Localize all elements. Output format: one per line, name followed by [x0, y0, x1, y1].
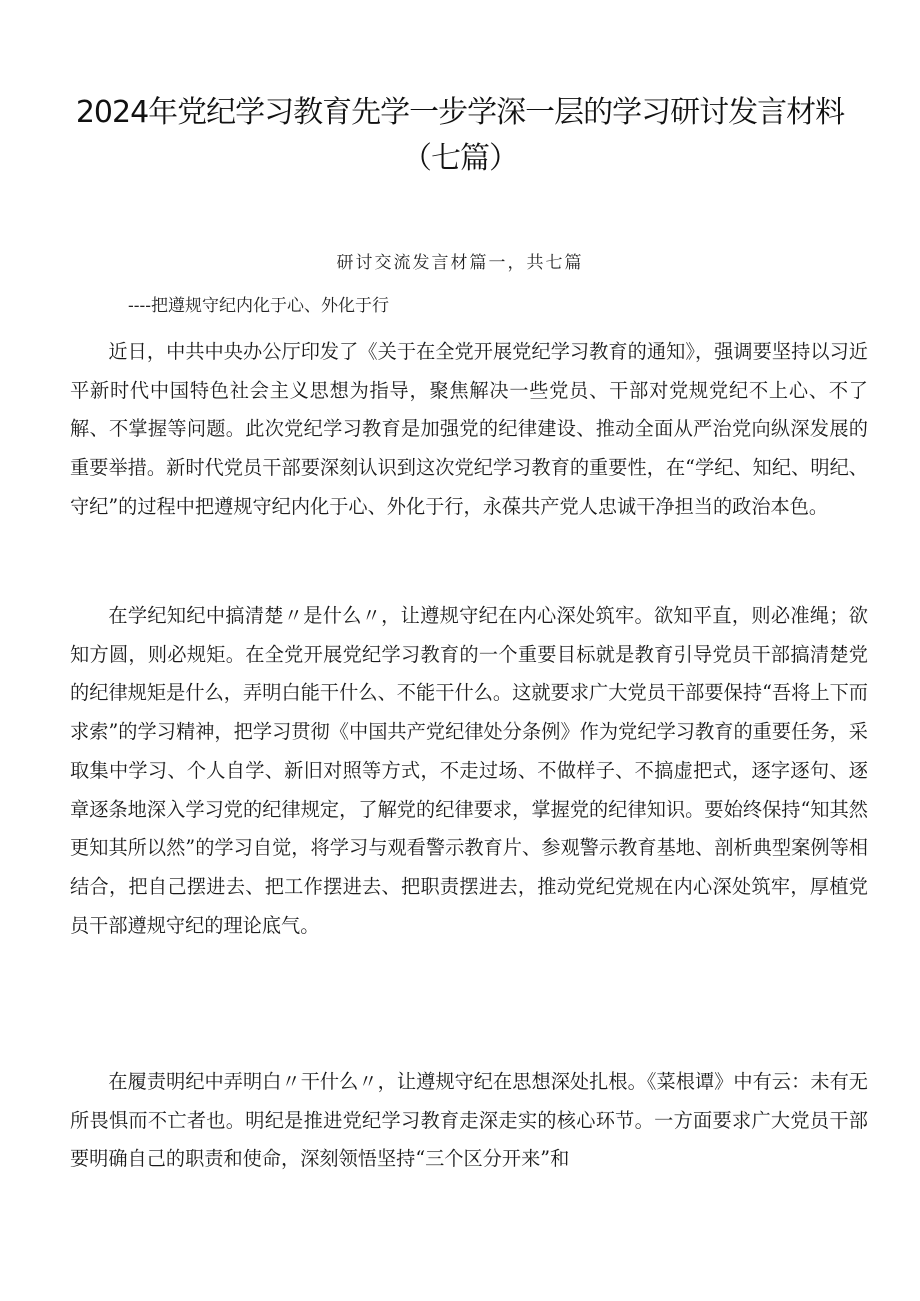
document-title — [60, 90, 860, 182]
body-paragraph-2 — [70, 597, 868, 945]
section-subhead: ----把遵规守纪内化于心、外化于行 — [128, 296, 389, 316]
title-line-2: （七篇） — [402, 141, 518, 176]
paragraph-text: 在学纪知纪中搞清楚〃是什么〃，让遵规守纪在内心深处筑牢。欲知平直，则必准绳；欲知方圆，则必规矩。在全党开展党纪学习教育的一个重要目标就是教育引导党员干部搞清楚党的纪律规矩是什么，弄明白能干什么、不能干什么。这就要求广大党员干部要保持“吾将上下而求索”的学习精神，把学习贯彻《中国共产党纪律处分条例》作为党纪学习教育的重要任务，采取集中学习、个人自学、新旧对照等方式，不走过场、不做样子、不搞虚把式，逐字逐句、逐章逐条地深入学习党的纪律规定，了解党的纪律要求，掌握党的纪律知识。要始终保持“知其然更知其所以然”的学习自觉，将学习与观看警示教育片、参观警示教育基地、剖析典型案例等相结合，把自己摆进去、把工作摆进去、把职责摆进去，推动党纪党规在内心深处筑牢，厚植党员干部遵规守纪的理论底气。 — [70, 604, 868, 937]
body-paragraph-3 — [70, 1063, 868, 1179]
body-paragraph-1 — [70, 333, 868, 527]
paragraph-text: 在履责明纪中弄明白〃干什么〃，让遵规守纪在思想深处扎根。《菜根谭》中有云：未有无所畏惧而不亡者也。明纪是推进党纪学习教育走深走实的核心环节。一方面要求广大党员干部要明确自己的职责和使命，深刻领悟坚持“三个区分开来”和 — [70, 1070, 868, 1171]
paragraph-text: 近日，中共中央办公厅印发了《关于在全党开展党纪学习教育的通知》，强调要坚持以习近平新时代中国特色社会主义思想为指导，聚焦解决一些党员、干部对党规党纪不上心、不了解、不掌握等问题。此次党纪学习教育是加强党的纪律建设、推动全面从严治党向纵深发展的重要举措。新时代党员干部要深刻认识到这次党纪学习教育的重要性，在“学纪、知纪、明纪、守纪”的过程中把遵规守纪内化于心、外化于行，永葆共产党人忠诚干净担当的政治本色。 — [70, 340, 868, 518]
title-line-1: 2024年党纪学习教育先学一步学深一层的学习研讨发言材料 — [75, 95, 845, 130]
section-subtitle: 研讨交流发言材篇一，共七篇 — [336, 253, 584, 273]
